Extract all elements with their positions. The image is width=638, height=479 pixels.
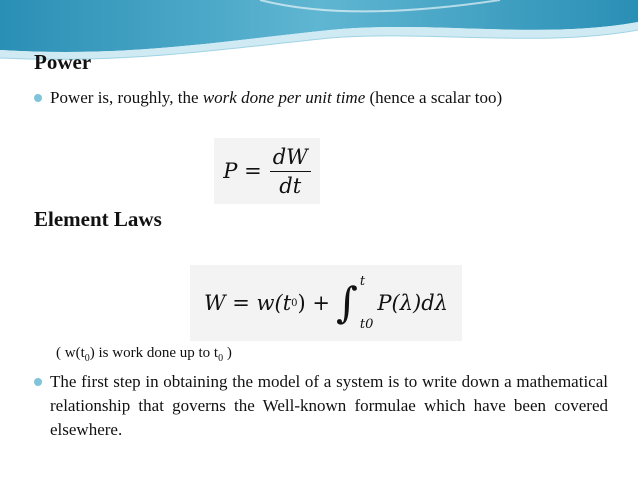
- work-formula-lhs: W = w(t: [204, 291, 292, 315]
- work-formula-integrand: P(λ)dλ: [377, 291, 448, 315]
- work-note: [56, 345, 232, 364]
- work-note-mid: ) is work done up to t: [89, 345, 219, 361]
- work-note-open: ( w(t: [56, 345, 85, 361]
- power-bullet-text: Power is, roughly, the: [50, 88, 203, 107]
- integral-limits: [360, 274, 374, 332]
- power-bullet: [34, 86, 594, 110]
- header-wave-decoration: [0, 0, 638, 70]
- power-bullet-emphasis: work done per unit time: [202, 88, 366, 107]
- integral-sign-icon: ∫: [336, 278, 358, 327]
- power-formula-lhs: P =: [223, 159, 262, 183]
- power-formula-numerator: dW: [270, 145, 311, 172]
- element-laws-bullet: [34, 370, 608, 442]
- work-note-sub1: 0: [84, 353, 90, 364]
- work-note-sub2: 0: [218, 353, 224, 364]
- bullet-dot-icon: [34, 378, 42, 386]
- power-heading: Power: [34, 50, 92, 74]
- work-note-close: ): [223, 345, 232, 361]
- power-formula: [214, 138, 320, 204]
- integral-lower-limit: t0: [359, 317, 374, 332]
- bullet-dot-icon: [34, 94, 42, 102]
- element-laws-bullet-text: The first step in obtaining the model of a system is to write down a mathematical relationship that governs the Well-known formulae which have been covered elsewhere.: [50, 372, 608, 439]
- work-formula: [190, 265, 462, 341]
- work-formula-lhs-close: ) +: [297, 291, 330, 315]
- power-formula-fraction: [270, 145, 311, 198]
- element-laws-heading: Element Laws: [34, 207, 162, 231]
- integral-upper-limit: t: [359, 274, 366, 289]
- power-formula-denominator: dt: [279, 173, 302, 198]
- power-bullet-text-end: (hence a scalar too): [365, 88, 503, 107]
- work-formula-lhs-sub: 0: [291, 297, 298, 309]
